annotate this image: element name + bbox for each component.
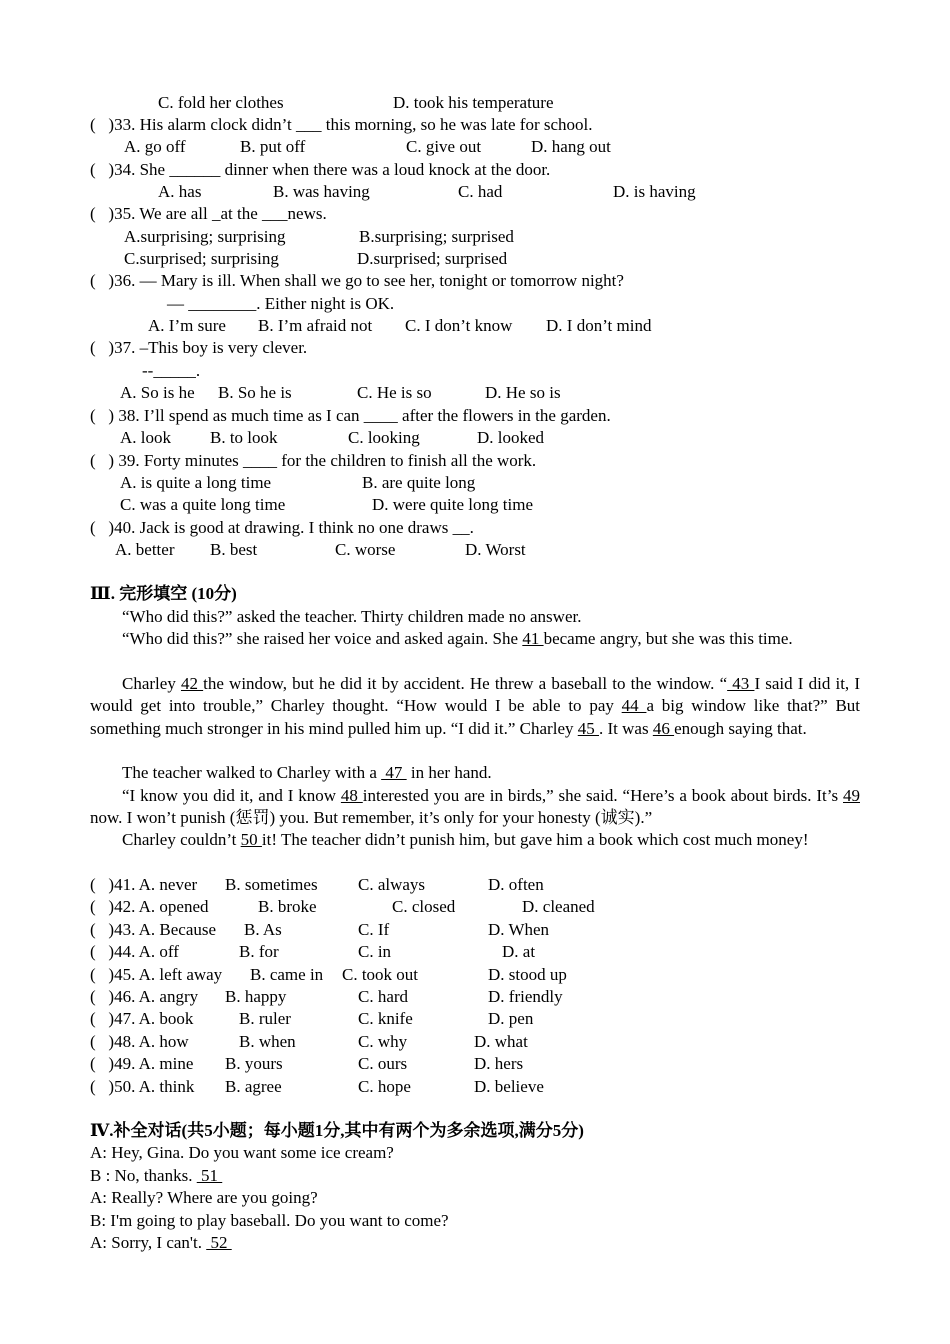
q36-option-c: C. I don’t know [405,316,513,335]
dialog-line-1: A: Hey, Gina. Do you want some ice cream? [90,1143,394,1162]
q44-options: ( )44. A. off [90,942,179,961]
q44-option-b: B. for [239,942,279,961]
q36-option-d: D. I don’t mind [546,316,652,335]
blank-47: 47 [381,763,407,782]
q47-option-b: B. ruler [239,1009,291,1028]
blank-44: 44 [621,696,647,716]
q38-option-c: C. looking [348,428,420,447]
q43-options: ( )43. A. Because [90,920,217,939]
blank-41: 41 [522,629,544,648]
q40-option-a: A. better [115,540,175,559]
q41-option-c: C. always [358,875,426,894]
q42-options: ( )42. A. opened [90,897,209,916]
q34-option-d: D. is having [613,182,696,201]
blank-45: 45 [577,718,599,738]
q35-option-d: D.surprised; surprised [357,249,508,268]
q36-reply: — ________. Either night is OK. [167,294,395,313]
q35-option-b: B.surprising; surprised [359,227,514,246]
q40-option-b: B. best [210,540,258,559]
q48-option-b: B. when [239,1032,296,1051]
q39-option-a: A. is quite a long time [120,473,272,492]
q36-option-b: B. I’m afraid not [258,316,373,335]
dialog-line-4: B: I'm going to play baseball. Do you want to come? [90,1211,449,1230]
q46-option-d: D. friendly [488,987,563,1006]
q46-option-c: C. hard [358,987,409,1006]
q50-option-b: B. agree [225,1077,282,1096]
q33-option-a: A. go off [124,137,186,156]
q37-stem: ( )37. –This boy is very clever. [90,338,308,357]
q37-option-b: B. So he is [218,383,292,402]
q44-option-d: D. at [502,942,536,961]
cloze-heading: Ⅲ. 完形填空 (10分) [90,584,237,603]
q50-options: ( )50. A. think [90,1077,195,1096]
q47-option-d: D. pen [488,1009,534,1028]
q33-option-b: B. put off [240,137,306,156]
q36-option-a: A. I’m sure [148,316,226,335]
q39-option-d: D. were quite long time [372,495,533,514]
q41-options: ( )41. A. never [90,875,198,894]
q38-stem: ( ) 38. I’ll spend as much time as I can ____ after the flowers in the garden. [90,406,611,425]
q36-stem: ( )36. — Mary is ill. When shall we go to see her, tonight or tomorrow night? [90,271,624,290]
q48-option-d: D. what [474,1032,528,1051]
q40-option-c: C. worse [335,540,396,559]
dialog-line-2: B : No, thanks. 51 [90,1166,223,1185]
q43-option-d: D. When [488,920,550,939]
q49-options: ( )49. A. mine [90,1054,194,1073]
q35-option-a: A.surprising; surprising [124,227,286,246]
cloze-paragraph-4: The teacher walked to Charley with a 47 in her hand. [122,763,492,782]
q38-option-b: B. to look [210,428,278,447]
blank-51: 51 [196,1166,223,1185]
q38-option-a: A. look [120,428,171,447]
blank-52: 52 [206,1233,232,1252]
q41-option-b: B. sometimes [225,875,318,894]
q40-option-d: D. Worst [465,540,526,559]
cloze-paragraph-3: Charley 42 the window, but he did it by accident. He threw a baseball to the window. “ 43 I said I did it, I would get into trouble,” Charley thought. “How would I be able to pay 44 a big window like that?” But something much stronger in his mind pulled him up. “I did it.” Charley 45 . It was 46 enough saying that. [90,674,861,738]
dialog-line-5: A: Sorry, I can't. 52 [90,1233,232,1252]
q47-option-c: C. knife [358,1009,413,1028]
blank-50: 50 [240,830,262,849]
q32-option-c: C. fold her clothes [158,93,284,112]
q49-option-c: C. ours [358,1054,408,1073]
blank-46: 46 [652,718,675,738]
q34-option-b: B. was having [273,182,370,201]
q50-option-d: D. believe [474,1077,544,1096]
cloze-paragraph-5: “I know you did it, and I know 48 interested you are in birds,” she said. “Here’s a book about birds. It’s 49 now. I won’t punish (惩罚) you. But remember, it’s only for your honesty (诚实).” [90,786,860,828]
cloze-paragraph-6: Charley couldn’t 50 it! The teacher didn’t punish him, but gave him a book which cost much money! [122,830,809,849]
q44-option-c: C. in [358,942,392,961]
q34-option-c: C. had [458,182,503,201]
q45-options: ( )45. A. left away [90,965,223,984]
q35-option-c: C.surprised; surprising [124,249,279,268]
q48-option-c: C. why [358,1032,408,1051]
q49-option-b: B. yours [225,1054,283,1073]
q46-options: ( )46. A. angry [90,987,199,1006]
q37-option-d: D. He so is [485,383,561,402]
q33-stem: ( )33. His alarm clock didn’t ___ this morning, so he was late for school. [90,115,593,134]
cloze-paragraph-1: “Who did this?” asked the teacher. Thirty children made no answer. [122,607,582,626]
q42-option-b: B. broke [258,897,317,916]
q42-option-c: C. closed [392,897,456,916]
q37-reply: --_____. [142,361,201,380]
q39-stem: ( ) 39. Forty minutes ____ for the children to finish all the work. [90,451,537,470]
q45-option-b: B. came in [250,965,324,984]
dialog-line-3: A: Really? Where are you going? [90,1188,318,1207]
q33-option-d: D. hang out [531,137,611,156]
q50-option-c: C. hope [358,1077,411,1096]
cloze-paragraph-2: “Who did this?” she raised her voice and asked again. She 41 became angry, but she was this time. [122,629,793,648]
q45-option-c: C. took out [342,965,419,984]
q35-stem: ( )35. We are all _at the ___news. [90,204,327,223]
dialog-heading: Ⅳ.补全对话(共5小题；每小题1分,其中有两个为多余选项,满分5分) [90,1121,584,1140]
q49-option-d: D. hers [474,1054,524,1073]
q34-option-a: A. has [158,182,202,201]
q47-options: ( )47. A. book [90,1009,194,1028]
blank-42: 42 [180,674,204,693]
q41-option-d: D. often [488,875,544,894]
blank-48: 48 [340,786,363,805]
q42-option-d: D. cleaned [522,897,595,916]
q46-option-b: B. happy [225,987,287,1006]
q39-option-b: B. are quite long [362,473,476,492]
q43-option-c: C. If [358,920,390,939]
blank-49: 49 [843,786,860,805]
q37-option-c: C. He is so [357,383,432,402]
q34-stem: ( )34. She ______ dinner when there was a loud knock at the door. [90,160,551,179]
q39-option-c: C. was a quite long time [120,495,286,514]
blank-43: 43 [727,674,755,693]
q43-option-b: B. As [244,920,282,939]
q38-option-d: D. looked [477,428,545,447]
q45-option-d: D. stood up [488,965,567,984]
q32-option-d: D. took his temperature [393,93,554,112]
q37-option-a: A. So is he [120,383,195,402]
q40-stem: ( )40. Jack is good at drawing. I think no one draws __. [90,518,474,537]
q33-option-c: C. give out [406,137,482,156]
q48-options: ( )48. A. how [90,1032,189,1051]
